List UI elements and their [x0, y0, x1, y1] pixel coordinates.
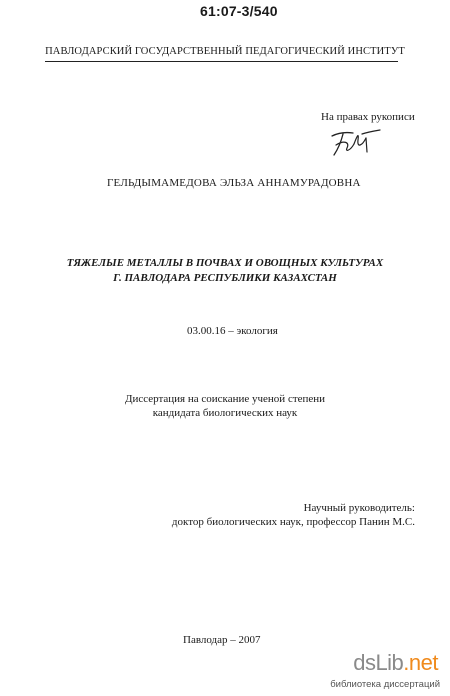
handwritten-signature	[326, 122, 382, 158]
degree-line-2: кандидата биологических наук	[152, 407, 298, 419]
watermark-logo	[353, 650, 438, 676]
watermark-logo-main: dsLib	[353, 650, 404, 675]
watermark-logo-suffix: .net	[403, 650, 438, 675]
degree-statement	[0, 392, 450, 420]
rights-note: На правах рукописи	[321, 111, 415, 123]
city-year: Павлодар – 2007	[183, 634, 261, 646]
institute-name: ПАВЛОДАРСКИЙ ГОСУДАРСТВЕННЫЙ ПЕДАГОГИЧЕСКИЙ ИНСТИТУТ	[45, 46, 405, 57]
catalog-code: 61:07-3/540	[200, 3, 278, 19]
author-name: ГЕЛЬДЫМАМЕДОВА ЭЛЬЗА АННАМУРАДОВНА	[107, 177, 361, 189]
specialty-code: 03.00.16 – экология	[187, 325, 278, 337]
watermark-subtitle: библиотека диссертаций	[330, 679, 440, 690]
degree-line-1: Диссертация на соискание ученой степени	[124, 393, 326, 405]
supervisor-block	[171, 501, 415, 529]
dissertation-title	[0, 256, 450, 286]
supervisor-name: доктор биологических наук, профессор Панин М.С.	[171, 516, 415, 528]
title-line-2: Г. ПАВЛОДАРА РЕСПУБЛИКИ КАЗАХСТАН	[113, 272, 337, 284]
dslib-watermark[interactable]	[332, 650, 450, 696]
title-line-1: ТЯЖЕЛЫЕ МЕТАЛЛЫ В ПОЧВАХ И ОВОЩНЫХ КУЛЬТУРАХ	[66, 257, 384, 269]
supervisor-label: Научный руководитель:	[303, 502, 415, 514]
header-divider	[45, 61, 398, 62]
